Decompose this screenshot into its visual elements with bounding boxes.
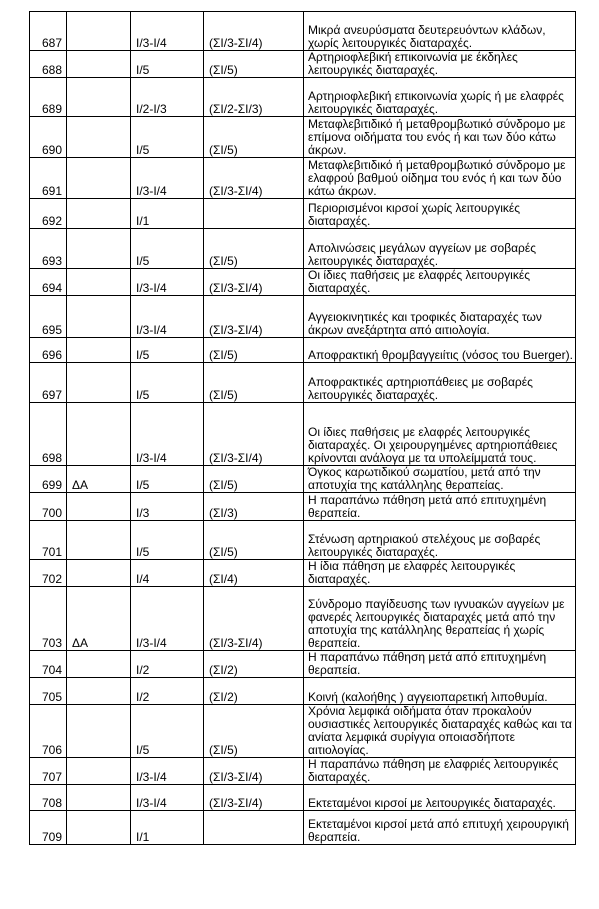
alt-classification-cell: (ΣΙ/2)	[204, 678, 304, 705]
table-row	[30, 229, 576, 269]
description-cell: Μεταφλεβιτιδικό ή μεταθρομβωτικό σύνδρομο με επίμονα οιδήματα του ενός ή και των δύο κάτω άκρων.	[304, 117, 576, 158]
row-mark-cell	[67, 78, 131, 117]
description-cell: Κοινή (καλοήθης ) αγγειοπαρετική λιποθυμία.	[304, 678, 576, 705]
table-row	[30, 158, 576, 199]
description-cell: Οι ίδιες παθήσεις με ελαφρές λειτουργικές διαταραχές.	[304, 269, 576, 296]
row-mark-cell: ΔΑ	[67, 466, 131, 493]
alt-classification-cell	[204, 199, 304, 229]
row-mark-cell	[67, 158, 131, 199]
classification-cell: I/3-I/4	[131, 587, 204, 651]
table-row	[30, 466, 576, 493]
classification-cell: I/5	[131, 117, 204, 158]
description-cell: Η ίδια πάθηση με ελαφρές λειτουργικές διαταραχές.	[304, 560, 576, 587]
classification-cell: I/1	[131, 199, 204, 229]
alt-classification-cell: (ΣΙ/3-ΣΙ/4)	[204, 403, 304, 466]
row-number-cell: 706	[30, 705, 67, 758]
description-cell: Οι ίδιες παθήσεις με ελαφρές λειτουργικές διαταραχές. Οι χειρουργημένες αρτηριοπάθειες κρίνονται ανάλογα με τα υπολείμματά τους.	[304, 403, 576, 466]
table-row	[30, 493, 576, 521]
description-cell: Απολινώσεις μεγάλων αγγείων με σοβαρές λειτουργικές διαταραχές.	[304, 229, 576, 269]
row-number-cell: 707	[30, 758, 67, 785]
table-row	[30, 51, 576, 78]
row-mark-cell	[67, 403, 131, 466]
row-mark-cell	[67, 296, 131, 338]
description-cell: Χρόνια λεμφικά οιδήματα όταν προκαλούν ουσιαστικές λειτουργικές διαταραχές καθώς και τα ανίατα λεμφικά συρίγγια οποιασδήποτε αιτιολογίας.	[304, 705, 576, 758]
classification-cell: I/5	[131, 363, 204, 403]
row-mark-cell	[67, 199, 131, 229]
alt-classification-cell: (ΣΙ/3-ΣΙ/4)	[204, 785, 304, 811]
row-mark-cell	[67, 229, 131, 269]
classification-cell: I/3-I/4	[131, 12, 204, 51]
alt-classification-cell: (ΣΙ/3-ΣΙ/4)	[204, 296, 304, 338]
table-row	[30, 117, 576, 158]
row-mark-cell	[67, 338, 131, 363]
row-mark-cell	[67, 651, 131, 678]
row-mark-cell: ΔΑ	[67, 587, 131, 651]
alt-classification-cell: (ΣΙ/5)	[204, 51, 304, 78]
row-mark-cell	[67, 51, 131, 78]
row-number-cell: 701	[30, 521, 67, 560]
table-body	[30, 12, 576, 845]
row-number-cell: 687	[30, 12, 67, 51]
alt-classification-cell: (ΣΙ/3-ΣΙ/4)	[204, 12, 304, 51]
classification-cell: I/1	[131, 811, 204, 845]
row-number-cell: 694	[30, 269, 67, 296]
alt-classification-cell: (ΣΙ/2)	[204, 651, 304, 678]
description-cell: Η παραπάνω πάθηση μετά από επιτυχημένη θεραπεία.	[304, 651, 576, 678]
alt-classification-cell: (ΣΙ/5)	[204, 338, 304, 363]
row-mark-cell	[67, 363, 131, 403]
table-row	[30, 678, 576, 705]
description-cell: Αρτηριοφλεβική επικοινωνία χωρίς ή με ελαφρές λειτουργικές διαταραχές.	[304, 78, 576, 117]
row-number-cell: 703	[30, 587, 67, 651]
description-cell: Σύνδρομο παγίδευσης των ιγνυακών αγγείων με φανερές λειτουργικές διαταραχές μετά από την αποτυχία της κατάλληλης θεραπείας ή χωρίς θεραπεία.	[304, 587, 576, 651]
description-cell: Αποφρακτική θρομβαγγειίτις (νόσος του Buerger).	[304, 338, 576, 363]
classification-cell: I/3-I/4	[131, 158, 204, 199]
row-mark-cell	[67, 269, 131, 296]
table-row	[30, 811, 576, 845]
table-row	[30, 705, 576, 758]
row-mark-cell	[67, 785, 131, 811]
row-number-cell: 692	[30, 199, 67, 229]
classification-cell: I/5	[131, 705, 204, 758]
classification-cell: I/5	[131, 466, 204, 493]
row-mark-cell	[67, 705, 131, 758]
row-number-cell: 696	[30, 338, 67, 363]
classification-cell: I/3-I/4	[131, 269, 204, 296]
classification-cell: I/5	[131, 521, 204, 560]
description-cell: Εκτεταμένοι κιρσοί με λειτουργικές διαταραχές.	[304, 785, 576, 811]
row-mark-cell	[67, 493, 131, 521]
classification-cell: I/2	[131, 678, 204, 705]
row-number-cell: 708	[30, 785, 67, 811]
description-cell: Μικρά ανευρύσματα δευτερευόντων κλάδων, χωρίς λειτουργικές διαταραχές.	[304, 12, 576, 51]
table-row	[30, 785, 576, 811]
row-mark-cell	[67, 560, 131, 587]
row-number-cell: 699	[30, 466, 67, 493]
table-row	[30, 269, 576, 296]
row-number-cell: 700	[30, 493, 67, 521]
description-cell: Μεταφλεβιτιδικό ή μεταθρομβωτικό σύνδρομο με ελαφρού βαθμού οίδημα του ενός ή και των δύο κάτω άκρων.	[304, 158, 576, 199]
table-row	[30, 521, 576, 560]
table-row	[30, 403, 576, 466]
alt-classification-cell: (ΣΙ/5)	[204, 705, 304, 758]
classification-cell: I/3-I/4	[131, 296, 204, 338]
alt-classification-cell: (ΣΙ/3-ΣΙ/4)	[204, 158, 304, 199]
alt-classification-cell: (ΣΙ/3)	[204, 493, 304, 521]
alt-classification-cell	[204, 811, 304, 845]
classification-cell: I/3-I/4	[131, 403, 204, 466]
alt-classification-cell: (ΣΙ/4)	[204, 560, 304, 587]
classification-cell: I/4	[131, 560, 204, 587]
row-number-cell: 688	[30, 51, 67, 78]
description-cell: Όγκος καρωτιδικού σωματίου, μετά από την αποτυχία της κατάλληλης θεραπείας.	[304, 466, 576, 493]
table-row	[30, 296, 576, 338]
alt-classification-cell: (ΣΙ/5)	[204, 117, 304, 158]
table-row	[30, 199, 576, 229]
table-row	[30, 587, 576, 651]
alt-classification-cell: (ΣΙ/3-ΣΙ/4)	[204, 758, 304, 785]
alt-classification-cell: (ΣΙ/5)	[204, 466, 304, 493]
table-row	[30, 560, 576, 587]
row-mark-cell	[67, 12, 131, 51]
alt-classification-cell: (ΣΙ/5)	[204, 363, 304, 403]
row-number-cell: 709	[30, 811, 67, 845]
alt-classification-cell: (ΣΙ/5)	[204, 229, 304, 269]
description-cell: Αγγειοκινητικές και τροφικές διαταραχές των άκρων ανεξάρτητα από αιτιολογία.	[304, 296, 576, 338]
table-row	[30, 12, 576, 51]
classification-cell: I/3	[131, 493, 204, 521]
row-number-cell: 689	[30, 78, 67, 117]
description-cell: Αποφρακτικές αρτηριοπάθειες με σοβαρές λειτουργικές διαταραχές.	[304, 363, 576, 403]
classification-cell: I/2-I/3	[131, 78, 204, 117]
row-mark-cell	[67, 117, 131, 158]
row-mark-cell	[67, 758, 131, 785]
row-number-cell: 693	[30, 229, 67, 269]
table-row	[30, 758, 576, 785]
classification-cell: I/5	[131, 338, 204, 363]
classification-cell: I/3-I/4	[131, 758, 204, 785]
row-number-cell: 691	[30, 158, 67, 199]
table-row	[30, 651, 576, 678]
row-number-cell: 690	[30, 117, 67, 158]
classification-table	[29, 11, 576, 845]
row-number-cell: 702	[30, 560, 67, 587]
description-cell: Αρτηριοφλεβική επικοινωνία με έκδηλες λειτουργικές διαταραχές.	[304, 51, 576, 78]
classification-cell: I/3-I/4	[131, 785, 204, 811]
classification-cell: I/5	[131, 51, 204, 78]
alt-classification-cell: (ΣΙ/2-ΣΙ/3)	[204, 78, 304, 117]
row-number-cell: 697	[30, 363, 67, 403]
classification-cell: I/5	[131, 229, 204, 269]
row-number-cell: 698	[30, 403, 67, 466]
description-cell: Εκτεταμένοι κιρσοί μετά από επιτυχή χειρουργική θεραπεία.	[304, 811, 576, 845]
table-row	[30, 78, 576, 117]
table-row	[30, 338, 576, 363]
description-cell: Η παραπάνω πάθηση μετά από επιτυχημένη θεραπεία.	[304, 493, 576, 521]
alt-classification-cell: (ΣΙ/3-ΣΙ/4)	[204, 587, 304, 651]
table-row	[30, 363, 576, 403]
classification-cell: I/2	[131, 651, 204, 678]
row-mark-cell	[67, 521, 131, 560]
row-number-cell: 704	[30, 651, 67, 678]
alt-classification-cell: (ΣΙ/5)	[204, 521, 304, 560]
row-number-cell: 705	[30, 678, 67, 705]
row-mark-cell	[67, 811, 131, 845]
row-number-cell: 695	[30, 296, 67, 338]
alt-classification-cell: (ΣΙ/3-ΣΙ/4)	[204, 269, 304, 296]
description-cell: Περιορισμένοι κιρσοί χωρίς λειτουργικές διαταραχές.	[304, 199, 576, 229]
row-mark-cell	[67, 678, 131, 705]
description-cell: Η παραπάνω πάθηση με ελαφριές λειτουργικές διαταραχές.	[304, 758, 576, 785]
description-cell: Στένωση αρτηριακού στελέχους με σοβαρές λειτουργικές διαταραχές.	[304, 521, 576, 560]
